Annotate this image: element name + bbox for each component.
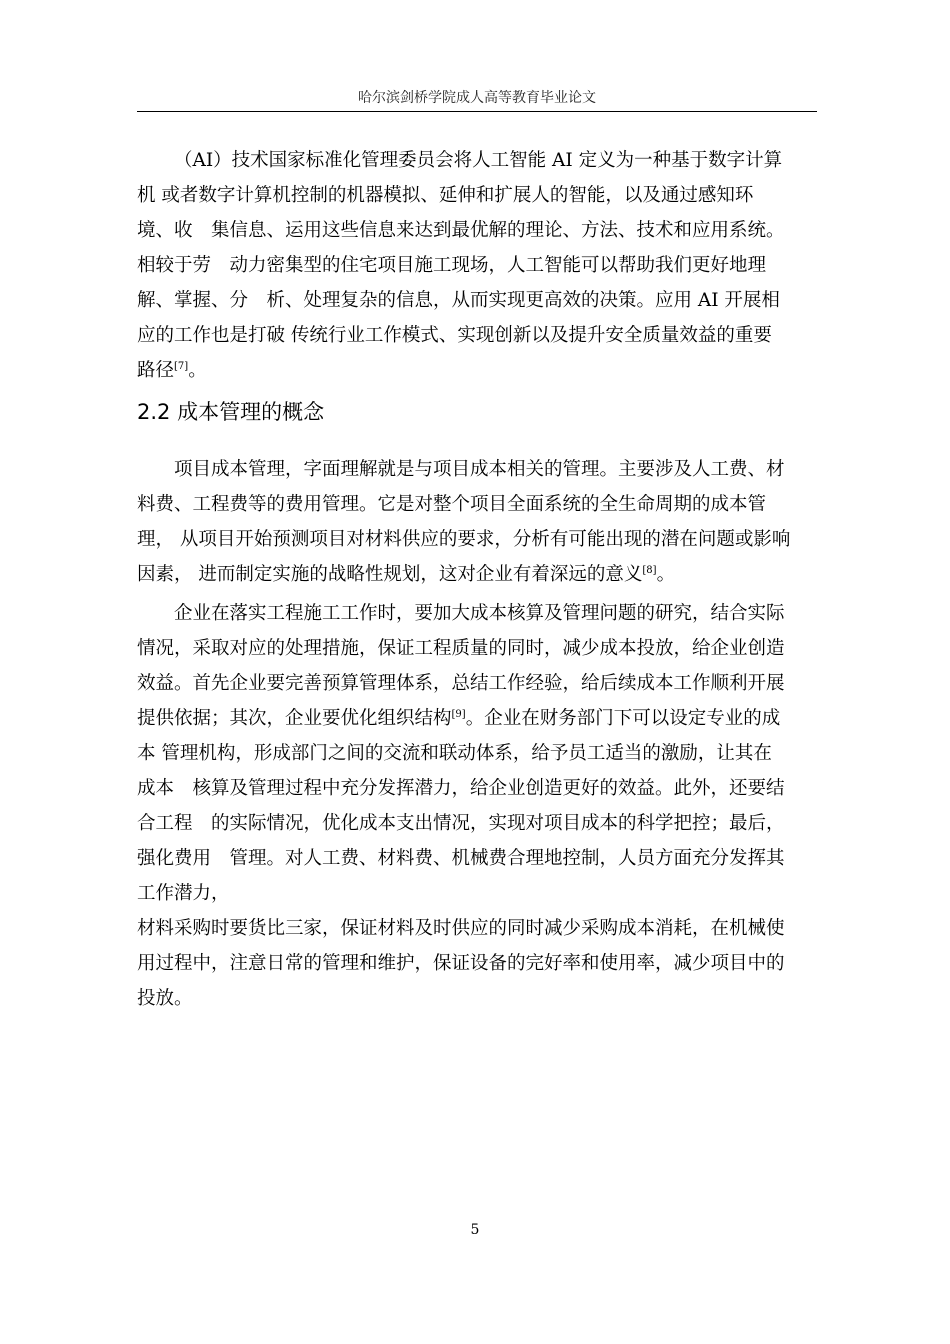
text-line: 工作潜力， xyxy=(137,883,230,904)
text-line: 合工程 的实际情况，优化成本支出情况，实现对项目成本的科学把控；最后， xyxy=(137,813,785,834)
text-line: 效益。首先企业要完善预算管理体系，总结工作经验，给后续成本工作顺利开展 xyxy=(137,673,785,694)
header-divider xyxy=(137,111,817,112)
text-line: 情况，采取对应的处理措施，保证工程质量的同时，减少成本投放，给企业创造 xyxy=(137,638,785,659)
text-line: 强化费用 管理。对人工费、材料费、机械费合理地控制，人员方面充分发挥其 xyxy=(137,848,785,869)
text-line xyxy=(137,353,827,388)
paragraph-cost-control-measures xyxy=(137,596,827,1016)
text-line: 境、收 集信息、运用这些信息来达到最优解的理论、方法、技术和应用系统。 xyxy=(137,220,785,241)
text-line: 理， 从项目开始预测项目对材料供应的要求，分析有可能出现的潜在问题或影响 xyxy=(137,529,791,550)
text-line: 成本 核算及管理过程中充分发挥潜力，给企业创造更好的效益。此外，还要结 xyxy=(137,778,785,799)
text-line: 本 管理机构，形成部门之间的交流和联动体系，给予员工适当的激励，让其在 xyxy=(137,743,772,764)
text-line: 企业在落实工程施工工作时，要加大成本核算及管理问题的研究，结合实际 xyxy=(174,603,785,624)
line-text: 。企业在财务部门下可以设定专业的成 xyxy=(465,708,781,729)
paragraph-cost-management-definition xyxy=(137,452,827,592)
text-line: 用过程中，注意日常的管理和维护，保证设备的完好率和使用率，减少项目中的 xyxy=(137,953,785,974)
text-line xyxy=(137,557,827,592)
line-text: 因素， 进而制定实施的战略性规划，这对企业有着深远的意义 xyxy=(137,564,643,585)
text-line: 解、掌握、分 析、处理复杂的信息，从而实现更高效的决策。应用 AI 开展相 xyxy=(137,290,780,311)
line-end: 。 xyxy=(656,564,676,585)
line-text: 提供依据；其次，企业要优化组织结构 xyxy=(137,708,452,729)
text-line: 应的工作也是打破 传统行业工作模式、实现创新以及提升安全质量效益的重要 xyxy=(137,325,772,346)
page-number: 5 xyxy=(470,1222,480,1238)
section-heading: 2.2 成本管理的概念 xyxy=(137,400,325,424)
text-line: 投放。 xyxy=(137,988,193,1009)
paragraph-ai-definition xyxy=(137,143,827,388)
citation-ref: [8] xyxy=(642,565,657,576)
citation-ref: [7] xyxy=(174,361,189,372)
text-line: 机 或者数字计算机控制的机器模拟、延伸和扩展人的智能，以及通过感知环 xyxy=(137,185,754,206)
text-line: 材料采购时要货比三家，保证材料及时供应的同时减少采购成本消耗，在机械使 xyxy=(137,918,785,939)
text-line: 相较于劳 动力密集型的住宅项目施工现场，人工智能可以帮助我们更好地理 xyxy=(137,255,767,276)
line-end: 。 xyxy=(188,360,207,381)
citation-ref: [9] xyxy=(451,709,466,720)
text-line: 项目成本管理，字面理解就是与项目成本相关的管理。主要涉及人工费、材 xyxy=(174,459,785,480)
line-text: 路径 xyxy=(137,360,175,381)
running-header: 哈尔滨剑桥学院成人高等教育毕业论文 xyxy=(358,90,596,106)
text-line: （AI）技术国家标准化管理委员会将人工智能 AI 定义为一种基于数字计算 xyxy=(174,150,783,171)
text-line xyxy=(137,701,827,736)
text-line: 料费、工程费等的费用管理。它是对整个项目全面系统的全生命周期的成本管 xyxy=(137,494,767,515)
